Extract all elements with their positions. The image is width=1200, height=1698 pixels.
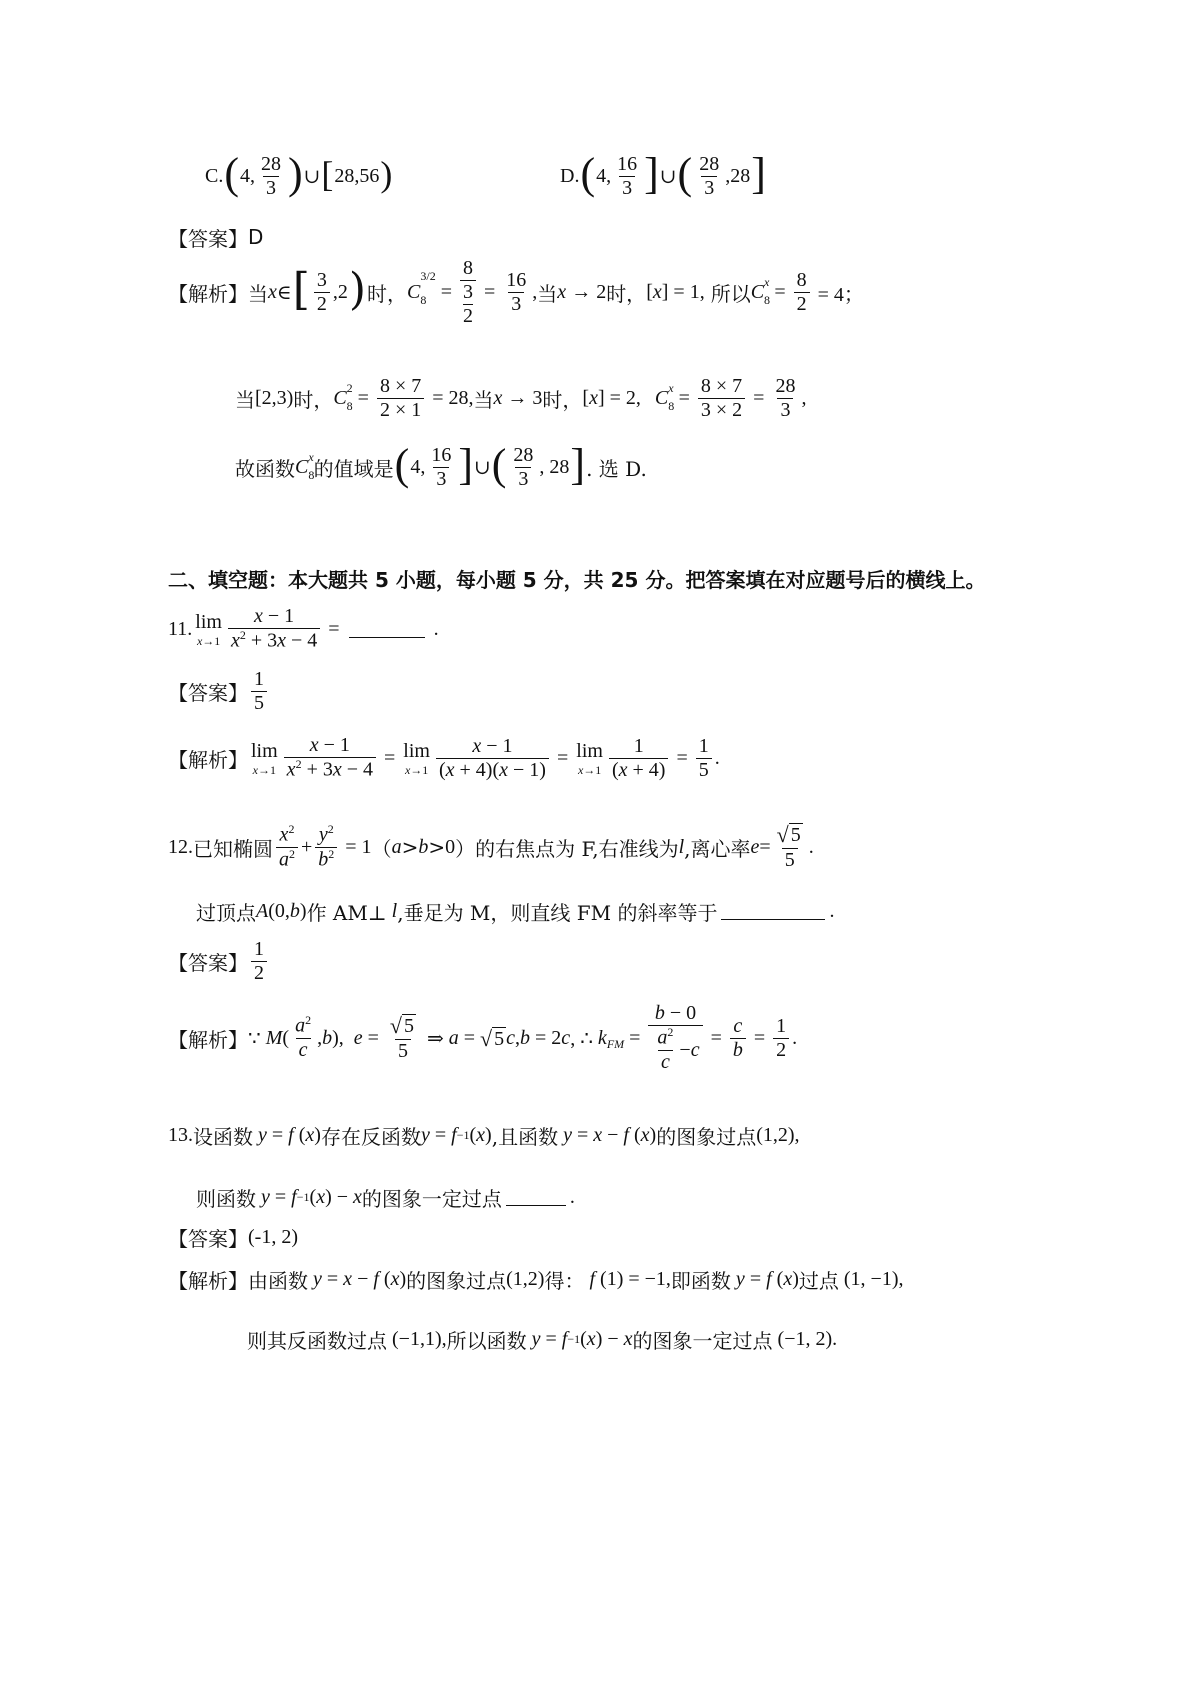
q10-analysis-line1: 【解析】 当 x ∈ [ $\frac{3}{2}$ ,2 ) 时， C 8 3/2 = 8 3 2 = $\frac{16}{3}$ , 当 x → 2 时， [ x ] = 1, 所以 C 8 x = $\frac{8}{2}$ = 4；	[168, 256, 864, 327]
option-d: D. ( 4, $\frac{16}{3}$ ] ∪ ( $\frac{28}{3}$ ,28 ]	[560, 149, 766, 199]
section-heading: 二、填空题：本大题共 5 小题，每小题 5 分，共 25 分。把答案填在对应题号后的横线上。	[168, 567, 986, 592]
answer-tag: 【答案】	[168, 226, 248, 251]
option-d-label: D.	[560, 164, 580, 187]
q11-question: 11. lim x→1 $\frac{x - 1}{x^2 + 3x - 4}$ = .	[168, 605, 439, 652]
q11-answer-blank[interactable]	[349, 636, 425, 638]
q10-analysis-line2: 当 [2,3) 时， C 8 2 = $\frac{8 \times 7}{2 \times 1}$ = 28, 当 x → 3 时， [ x ] = 2, C 8 x = $\frac{8 \times 7}{3 \times 2}$ = $\frac{28}{3}$ ,	[235, 374, 807, 421]
answer-value: D	[248, 225, 264, 249]
q13-question-line1: 13. 设函数 y = f ( x ) 存在反函数 y = f −1 ( x ) ,且函数 y = x − f ( x ) 的图象过点 (1,2),	[168, 1123, 800, 1149]
option-c: C. ( 4, $\frac{28}{3}$ ) ∪ [ 28,56 )	[205, 149, 393, 199]
q12-answer: 【答案】 $\frac{1}{2}$	[168, 936, 270, 986]
q13-answer-blank[interactable]	[506, 1204, 566, 1206]
q12-question-line2: 过顶点 A (0, b ) 作 AM⊥ l ,垂足为 M，则直线 FM 的斜率等于 .	[196, 899, 835, 925]
option-c-label: C.	[205, 164, 224, 187]
q13-analysis-line2: 则其反函数过点 (−1,1), 所以函数 y = f −1 ( x ) − x 的图象一定过点 (−1, 2).	[247, 1327, 838, 1353]
q12-answer-blank[interactable]	[721, 918, 825, 920]
q11-answer: 【答案】 $\frac{1}{5}$	[168, 667, 270, 715]
q12-question-line1: 12. 已知椭圆 $\frac{x^2}{a^2}$ + $\frac{y^2}{b^2}$ = 1 （ a > b > 0 ）的右焦点为 F,右准线为 l ,离心率 e = √ 5 5 .	[168, 821, 814, 871]
q10-answer	[168, 222, 263, 252]
q13-answer-value: (-1, 2)	[248, 1225, 298, 1248]
q11-number: 11.	[168, 617, 193, 640]
q13-question-line2: 则函数 y = f −1 ( x ) − x 的图象一定过点 .	[196, 1185, 575, 1211]
q13-answer: 【答案】 (-1, 2)	[168, 1225, 298, 1251]
q12-analysis: 【解析】 ∵ M ( $\frac{a^2}{c}$ , b ), e = √ 5 5 ⇒ a = √ 5 c , b = 2 c , ∴ k FM = b − 0 $\frac{a^2}{c}$ − c = $\frac{c}{b}$ = $\frac{1}{2}$ .	[168, 1002, 798, 1073]
q10-analysis-line3: 故函数 C 8 x 的值域是 ( 4, $\frac{16}{3}$ ] ∪ ( $\frac{28}{3}$ , 28 ] . 选 D.	[235, 440, 647, 490]
q13-analysis-line1: 【解析】 由函数 y = x − f ( x ) 的图象过点 (1,2) 得： f (1) = −1, 即函数 y = f ( x ) 过点 (1, −1),	[168, 1267, 904, 1293]
analysis-tag: 【解析】	[168, 281, 248, 306]
q11-analysis: 【解析】 lim x→1 $\frac{x - 1}{x^2 + 3x - 4}$ = lim x→1 $\frac{x - 1}{(x + 4)(x - 1)}$ = lim x→1 $\frac{1}{(x + 4)}$ = $\frac{1}{5}$ .	[168, 734, 720, 781]
